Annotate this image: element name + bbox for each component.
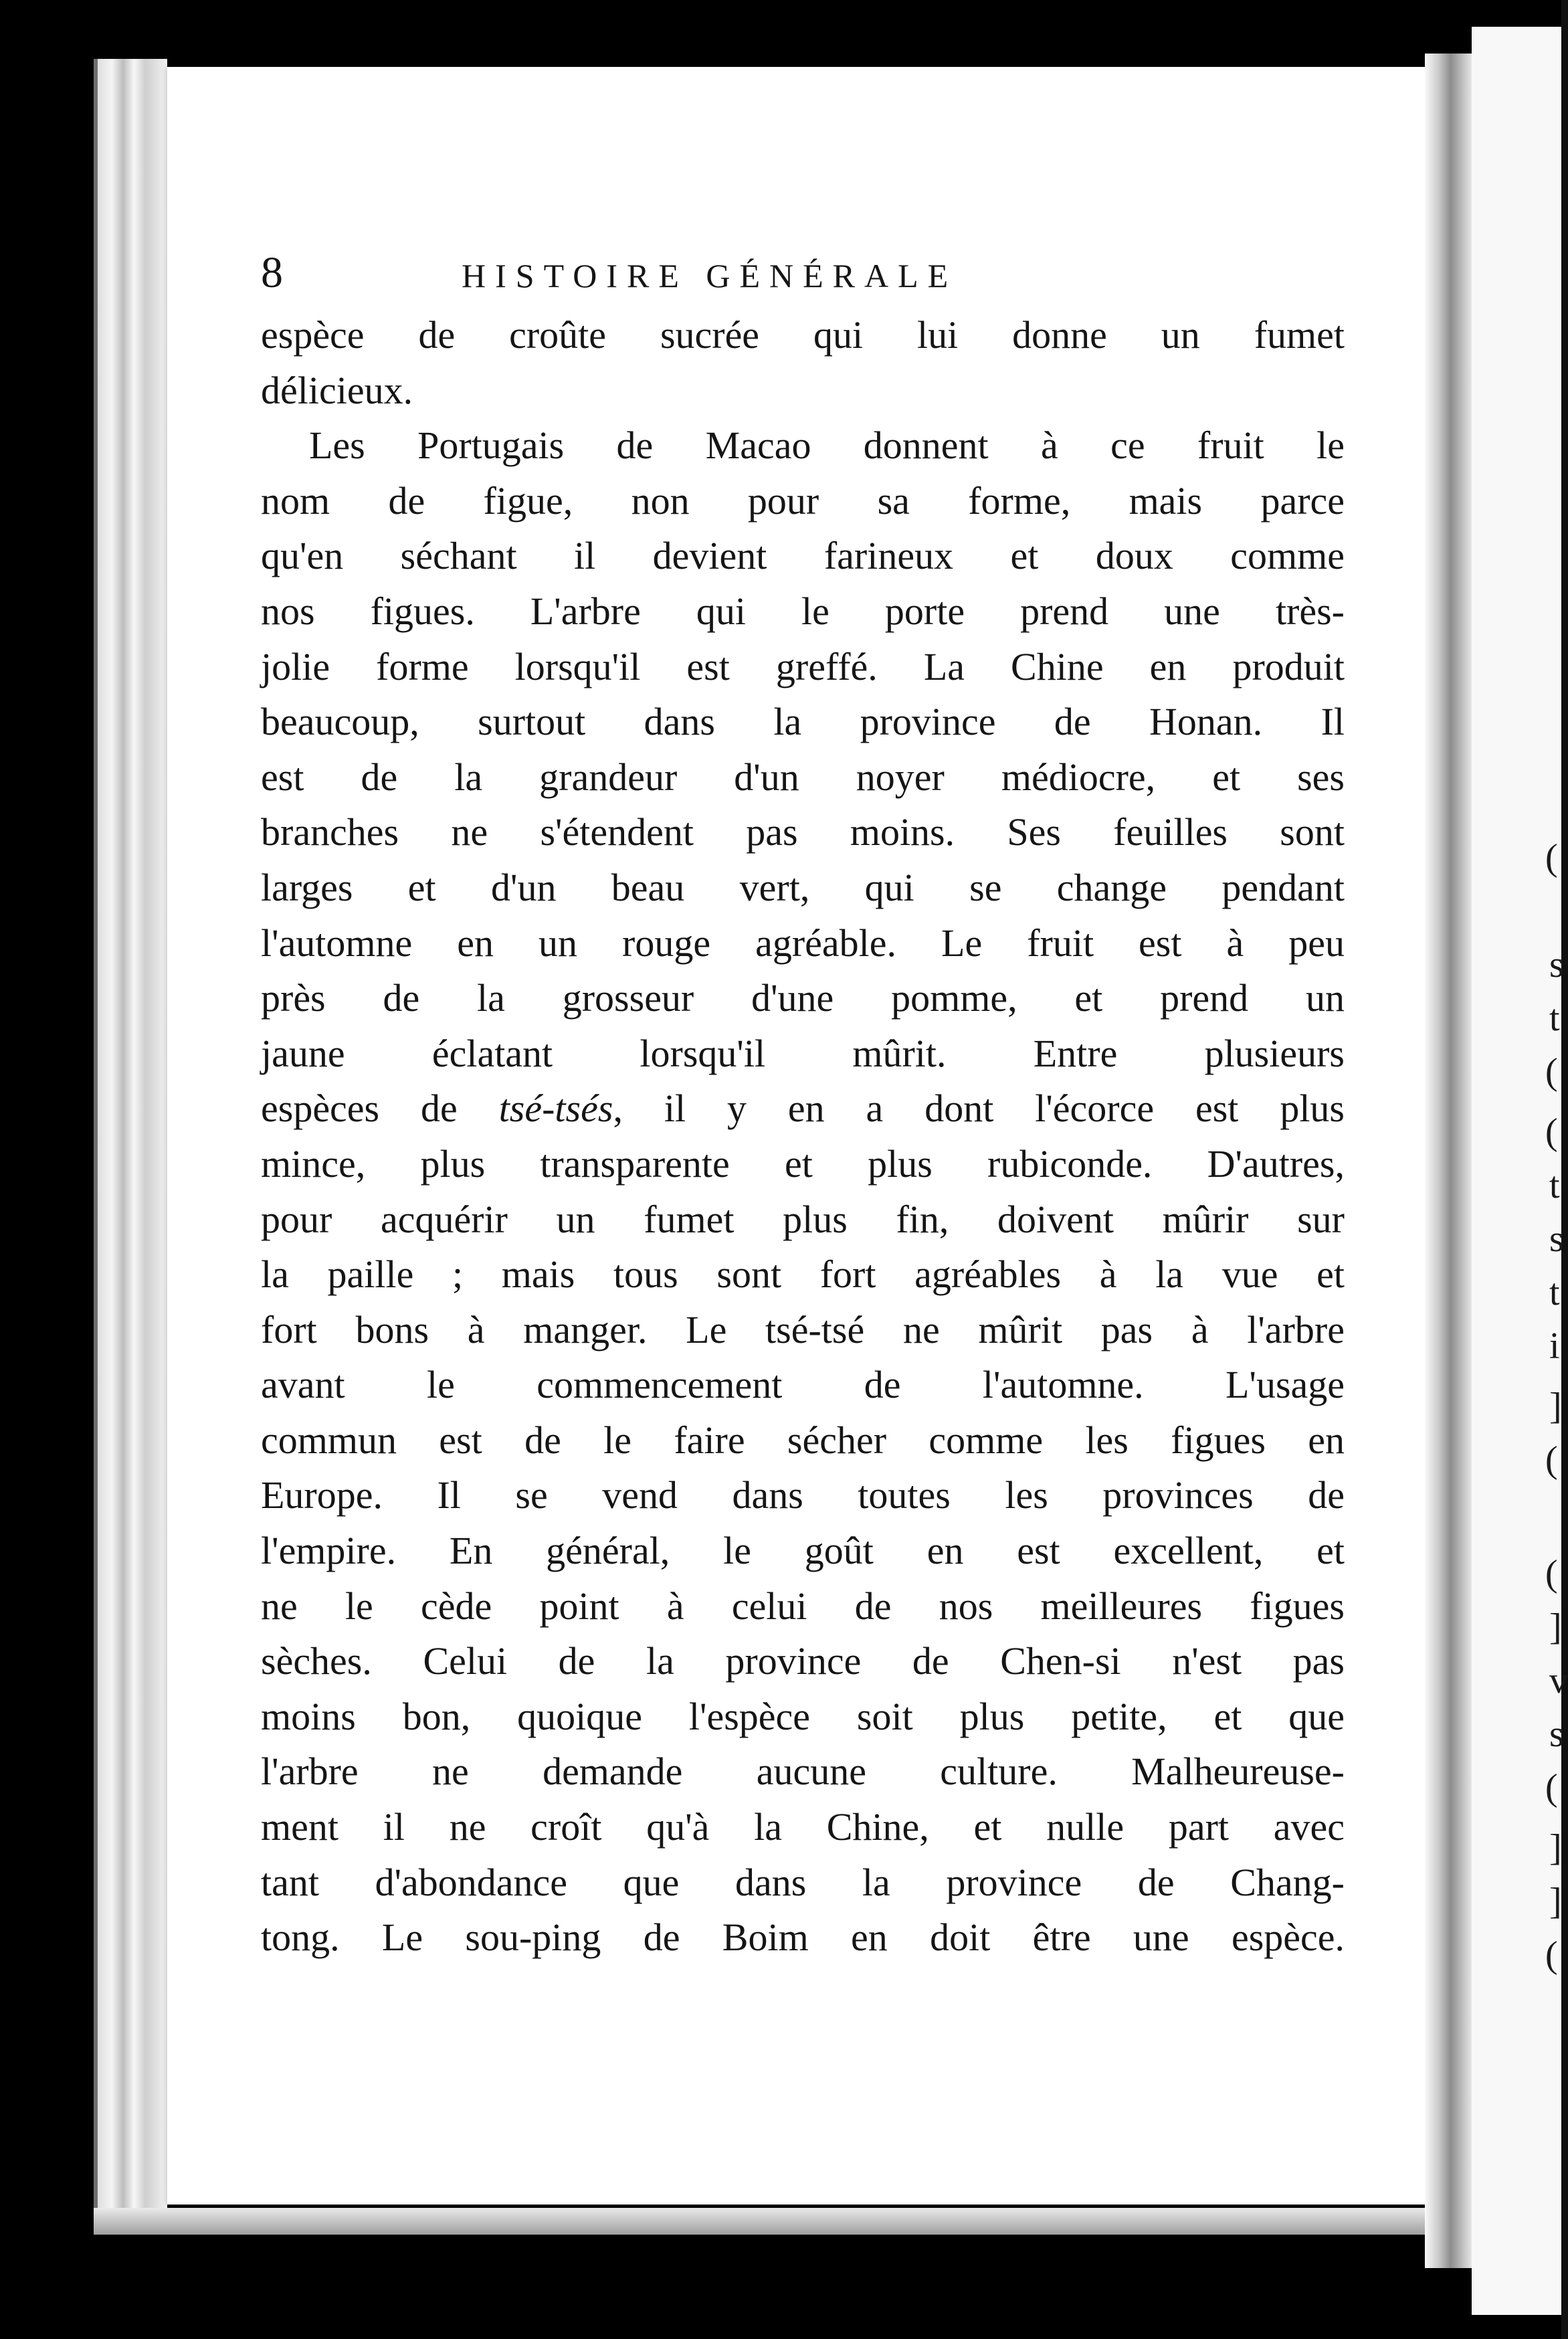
- adjacent-page-fragment: v: [1549, 1660, 1568, 1701]
- adjacent-page-fragment: (: [1545, 1111, 1558, 1153]
- text-line: fort bons à manger. Le tsé-tsé ne mûrit pas à l'arbre: [261, 1307, 1345, 1351]
- text-line: est de la grandeur d'un noyer médiocre, et ses: [261, 755, 1345, 799]
- text-line: mince, plus transparente et plus rubiconde. D'autres,: [261, 1141, 1345, 1186]
- adjacent-page-fragment: (: [1545, 1051, 1558, 1093]
- adjacent-page-fragment: ]: [1549, 1827, 1562, 1869]
- text-line: tant d'abondance que dans la province de Chang-: [261, 1860, 1345, 1904]
- text-line: pour acquérir un fumet plus fin, doivent mûrir sur: [261, 1197, 1345, 1241]
- binding-shadow: [94, 59, 98, 2227]
- adjacent-page-fragment: (: [1545, 837, 1558, 878]
- text-line: Europe. Il se vend dans toutes les provinces de: [261, 1473, 1345, 1517]
- text-line: commun est de le faire sécher comme les figues en: [261, 1418, 1345, 1462]
- text-line: nos figues. L'arbre qui le porte prend une très-: [261, 589, 1345, 633]
- text-line: Les Portugais de Macao donnent à ce fruit le: [309, 424, 1345, 468]
- text-line: branches ne s'étendent pas moins. Ses feuilles sont: [261, 810, 1345, 854]
- text-line: ne le cède point à celui de nos meilleures figues: [261, 1584, 1345, 1628]
- adjacent-page-fragment: s: [1549, 944, 1564, 986]
- page-text: [261, 248, 1345, 1966]
- adjacent-page-fragment: t: [1549, 1165, 1560, 1206]
- page-stack-edge-bottom: [94, 2208, 1445, 2235]
- text-line: tong. Le sou-ping de Boim en doit être une espèce.: [261, 1915, 1345, 1960]
- adjacent-page-fragment: t: [1549, 1272, 1560, 1313]
- book-gutter: [1425, 54, 1472, 2268]
- running-head: [261, 248, 1345, 308]
- text-line: l'automne en un rouge agréable. Le fruit est à peu: [261, 921, 1345, 965]
- adjacent-page-fragment: s: [1549, 1218, 1564, 1260]
- text-line: l'arbre ne demande aucune culture. Malheureuse-: [261, 1750, 1345, 1794]
- adjacent-page-fragment: s: [1549, 1713, 1564, 1755]
- adjacent-page-fragment: ]: [1549, 1386, 1562, 1427]
- text-line: nom de figue, non pour sa forme, mais parce: [261, 478, 1345, 523]
- adjacent-page-fragment: (: [1545, 1767, 1558, 1808]
- text-line: avant le commencement de l'automne. L'usage: [261, 1363, 1345, 1407]
- text-line: délicieux.: [261, 368, 413, 412]
- text-line: qu'en séchant il devient farineux et doux comme: [261, 534, 1345, 578]
- text-line: près de la grosseur d'une pomme, et prend un: [261, 976, 1345, 1020]
- text-line: beaucoup, surtout dans la province de Honan. Il: [261, 700, 1345, 744]
- text-line: ment il ne croît qu'à la Chine, et nulle part avec: [261, 1805, 1345, 1849]
- text-line: l'empire. En général, le goût en est excellent, et: [261, 1529, 1345, 1573]
- text-segment: , il y en a dont l'écorce est plus: [613, 1087, 1345, 1131]
- adjacent-page-fragment: t: [1549, 998, 1560, 1039]
- text-line: larges et d'un beau vert, qui se change pendant: [261, 865, 1345, 909]
- adjacent-page-fragment: ]: [1549, 1881, 1562, 1922]
- page-number: 8: [261, 248, 283, 297]
- adjacent-page: [1472, 27, 1568, 2315]
- adjacent-page-fragment: i: [1549, 1325, 1560, 1367]
- text-line: moins bon, quoique l'espèce soit plus petite, et que: [261, 1694, 1345, 1738]
- text-line: la paille ; mais tous sont fort agréables à la vue et: [261, 1252, 1345, 1297]
- adjacent-page-fragment: (: [1545, 1553, 1558, 1594]
- text-line: jaune éclatant lorsqu'il mûrit. Entre plusieurs: [261, 1031, 1345, 1075]
- adjacent-page-fragment: (: [1545, 1439, 1558, 1481]
- adjacent-page-fragment: ]: [1549, 1606, 1562, 1648]
- text-line: jolie forme lorsqu'il est greffé. La Chine en produit: [261, 644, 1345, 688]
- text-line: espèce de croûte sucrée qui lui donne un fumet: [261, 313, 1345, 357]
- text-line-with-italic: [261, 1081, 1345, 1137]
- text-line: sèches. Celui de la province de Chen-si n'est pas: [261, 1639, 1345, 1683]
- italic-term: tsé-tsés: [498, 1087, 613, 1131]
- running-title: HISTOIRE GÉNÉRALE: [462, 257, 958, 294]
- text-segment: espèces de: [261, 1087, 499, 1131]
- adjacent-page-fragment: (: [1545, 1934, 1558, 1976]
- page-stack-edge-left: [94, 59, 167, 2227]
